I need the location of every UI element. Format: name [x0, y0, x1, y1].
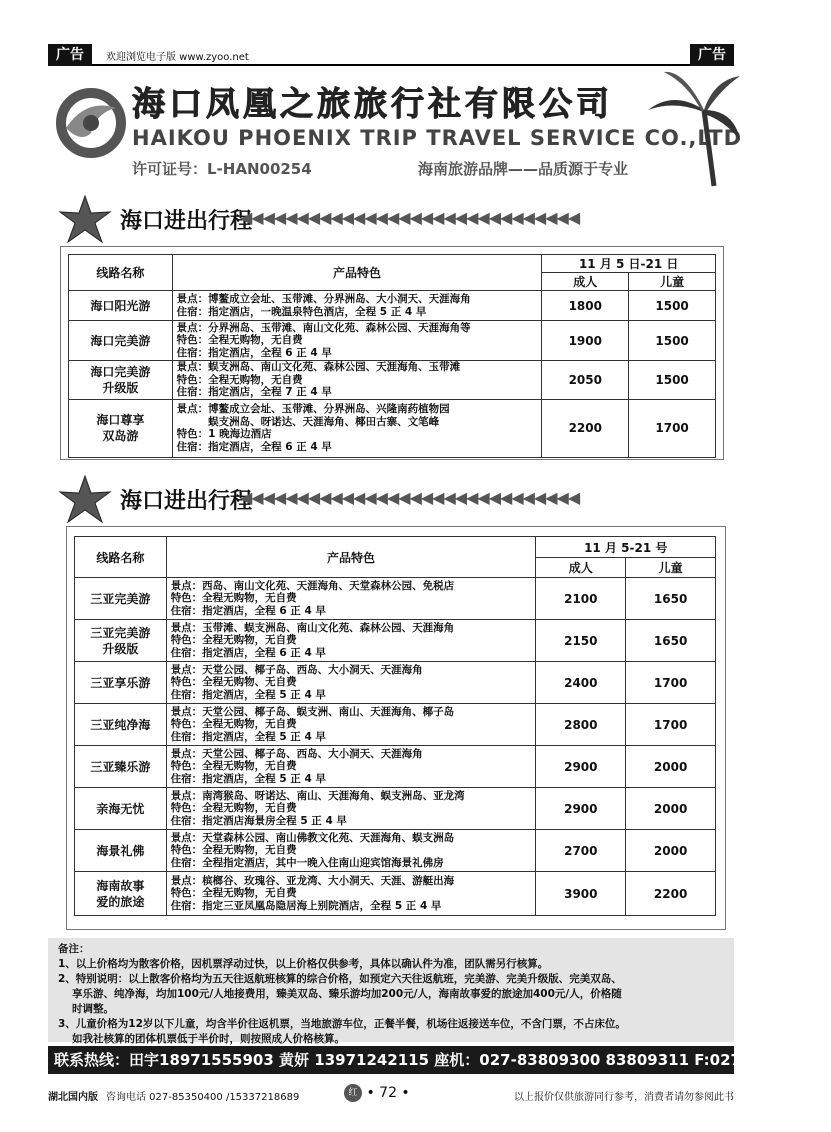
feature-line: 住宿：指定酒店，全程 6 正 4 早	[170, 646, 326, 659]
note-line: 时调整。	[72, 1003, 114, 1015]
child-price: 1500	[629, 361, 716, 400]
feature-line: 景点：天堂公园、椰子岛、蜈支洲、南山、天涯海角、椰子岛	[170, 705, 455, 718]
feature-line: 住宿：指定三亚凤凰岛隐居海上别院酒店，全程 5 正 4 早	[170, 899, 442, 912]
route-name	[75, 662, 167, 704]
section1-table	[68, 254, 716, 458]
route-name-line: 亲海无忧	[96, 801, 145, 816]
route-name-line: 三亚享乐游	[90, 675, 151, 690]
product-features	[166, 620, 536, 662]
table-row	[75, 578, 716, 620]
welcome-text: 欢迎浏览电子版 www.zyoo.net	[106, 52, 249, 63]
note-line: 3、儿童价格为12岁以下儿童，均含半价往返机票，当地旅游车位，正餐半餐，机场往返接送车位，不含门票，不占床位。	[58, 1018, 626, 1030]
col-child-header: 儿童	[629, 273, 716, 291]
route-name	[75, 872, 167, 916]
product-features	[172, 361, 542, 400]
ad-tag-right: 广告	[690, 44, 734, 66]
product-features	[172, 291, 542, 321]
section2-title: 海口进出行程	[120, 489, 253, 514]
table-row	[75, 662, 716, 704]
feature-line: 住宿：指定酒店海景房全程 5 正 4 早	[170, 814, 347, 827]
child-price: 1650	[626, 620, 716, 662]
note-line: 享乐游、纯净海，均加100元/人地接费用，臻美双岛、臻乐游均加200元/人，海南故事爱的旅途加400元/人，价格随	[72, 988, 622, 1000]
feature-line: 住宿：全程指定酒店，其中一晚入住南山迎宾馆海景礼佛房	[170, 856, 444, 869]
route-name	[75, 746, 167, 788]
route-name	[75, 788, 167, 830]
route-name-line: 双岛游	[102, 429, 139, 443]
route-name	[69, 291, 173, 321]
section2-heading	[56, 474, 730, 524]
feature-line: 蜈支洲岛、呀诺达、天涯海角、椰田古寨、文笔峰	[176, 415, 440, 428]
footer-left	[48, 1088, 299, 1103]
notes-box	[48, 938, 734, 1045]
feature-line: 特色：全程无购物、无自费	[170, 676, 297, 689]
section1-title: 海口进出行程	[120, 209, 253, 234]
note-line: 如我社核算的团体机票低于半价时，则按照成人价格核算。	[72, 1033, 345, 1045]
feature-line: 景点：西岛、南山文化苑、天涯海角、天堂森林公园、免税店	[170, 579, 455, 592]
child-price: 1700	[626, 704, 716, 746]
feature-line: 景点：蜈支洲岛、南山文化苑、森林公园、天涯海角、玉带滩	[176, 361, 461, 373]
route-name-line: 海口尊享	[96, 413, 145, 427]
product-features	[166, 746, 536, 788]
feature-line: 景点：天堂公园、椰子岛、西岛、大小洞天、天涯海角	[170, 663, 423, 676]
feature-line: 景点：博鳌成立会址、玉带滩、分界洲岛、兴隆南药植物园	[176, 403, 450, 415]
feature-line: 住宿：指定酒店，全程 7 正 4 早	[176, 386, 332, 398]
route-name-line: 海口完美游	[90, 364, 151, 379]
route-name	[75, 620, 167, 662]
adult-price: 2800	[536, 704, 626, 746]
route-name	[75, 830, 167, 872]
license-number: 许可证号：L-HAN00254	[132, 160, 312, 178]
feature-line: 住宿：指定酒店，全程 5 正 4 早	[170, 730, 326, 743]
product-features	[166, 788, 536, 830]
col-date-header: 11 月 5 日-21 日	[542, 255, 716, 273]
company-header	[48, 66, 743, 186]
table-row	[75, 788, 716, 830]
feature-line: 景点：分界洲岛、玉带滩、南山文化苑、森林公园、天涯海角等	[176, 321, 471, 334]
top-bar	[48, 44, 734, 66]
feature-line: 特色：全程无购物，无自费	[170, 844, 297, 857]
feature-line: 特色：全程无购物，无自费	[170, 887, 297, 900]
table-row	[69, 321, 716, 361]
child-price: 2000	[626, 788, 716, 830]
edition-label: 湖北国内版	[48, 1092, 98, 1103]
page-footer	[48, 1082, 734, 1106]
adult-price: 1900	[542, 321, 629, 361]
feature-line: 特色：全程无购物，无自费	[176, 373, 303, 386]
adult-price: 2100	[536, 578, 626, 620]
product-features	[166, 662, 536, 704]
feature-line: 特色：全程无购物，无自费	[170, 760, 297, 773]
child-price: 1650	[626, 578, 716, 620]
table-row	[69, 399, 716, 457]
ad-tag-left: 广告	[48, 44, 92, 66]
company-name-cn: 海口凤凰之旅旅行社有限公司	[132, 84, 613, 123]
footer-disclaimer: 以上报价仅供旅游同行参考，消费者请勿参阅此书	[514, 1092, 734, 1103]
route-name-line: 海口阳光游	[90, 298, 151, 313]
feature-line: 特色：全程无购物，无自费	[170, 718, 297, 731]
feature-line: 景点：南湾猴岛、呀诺达、南山、天涯海角、蜈支洲岛、亚龙湾	[170, 789, 465, 802]
route-name-line: 升级版	[102, 641, 139, 656]
red-badge-icon: 红	[344, 1084, 362, 1102]
starfish-icon	[58, 474, 112, 524]
note-line: 1、以上价格均为散客价格，因机票浮动过快，以上价格仅供参考，具体以确认件为准，团队需另行核算。	[58, 958, 549, 970]
product-features	[166, 578, 536, 620]
table-row	[75, 746, 716, 788]
phoenix-logo-icon	[56, 88, 126, 158]
company-name-en: HAIKOU PHOENIX TRIP TRAVEL SERVICE CO.,LTD	[132, 126, 743, 150]
col-child-header: 儿童	[626, 558, 716, 578]
feature-line: 景点：玉带滩、蜈支洲岛、南山文化苑、森林公园、天涯海角	[170, 621, 455, 634]
feature-line: 景点：博鳌成立会址、玉带滩、分界洲岛、大小洞天、天涯海角	[176, 293, 471, 305]
route-name	[69, 321, 173, 361]
feature-line: 住宿：指定酒店，全程 5 正 4 早	[170, 688, 326, 701]
adult-price: 2050	[542, 361, 629, 400]
feature-line: 特色：全程无购物，无自费	[176, 334, 303, 347]
route-name-line: 三亚完美游	[90, 625, 151, 640]
feature-line: 景点：槟榔谷、玫瑰谷、亚龙湾、大小洞天、天涯、游艇出海	[170, 874, 455, 887]
product-features	[166, 830, 536, 872]
consult-phone: 咨询电话 027-85350400 /15337218689	[106, 1092, 300, 1103]
notes-title: 备注：	[58, 943, 90, 955]
section1-heading	[56, 194, 730, 244]
adult-price: 2150	[536, 620, 626, 662]
adult-price: 2200	[542, 399, 629, 457]
child-price: 2200	[626, 872, 716, 916]
col-route-header: 线路名称	[75, 537, 167, 578]
feature-line: 景点：天堂公园、椰子岛、西岛、大小洞天、天涯海角	[170, 747, 423, 760]
product-features	[172, 321, 542, 361]
feature-line: 住宿：指定酒店，一晚温泉特色酒店，全程 5 正 4 早	[176, 305, 427, 318]
feature-line: 景点：天堂森林公园、南山佛教文化苑、天涯海角、蜈支洲岛	[170, 831, 455, 844]
product-features	[172, 399, 542, 457]
page-number: • 72 •	[366, 1085, 410, 1101]
adult-price: 2700	[536, 830, 626, 872]
route-name	[75, 578, 167, 620]
feature-line: 特色：全程无购物，无自费	[170, 634, 297, 647]
page-number-group	[344, 1084, 410, 1102]
route-name-line: 三亚完美游	[90, 591, 151, 606]
table-row	[69, 361, 716, 400]
table-row	[75, 830, 716, 872]
table-row	[75, 620, 716, 662]
route-name	[69, 399, 173, 457]
route-name-line: 升级版	[102, 380, 139, 395]
child-price: 1700	[629, 399, 716, 457]
hotline-bar: 联系热线：田宇18971555903 黄妍 13971242115 座机：027-83809300 83809311 F:027-83809399	[48, 1046, 734, 1074]
child-price: 1700	[626, 662, 716, 704]
col-feature-header: 产品特色	[172, 255, 542, 291]
slogan: 海南旅游品牌——品质源于专业	[418, 160, 629, 178]
starfish-icon	[58, 194, 112, 244]
route-name-line: 海景礼佛	[96, 843, 145, 858]
adult-price: 1800	[542, 291, 629, 321]
feature-line: 住宿：指定酒店，全程 5 正 4 早	[170, 772, 326, 785]
route-name	[75, 704, 167, 746]
section2-table	[74, 536, 716, 916]
adult-price: 2900	[536, 788, 626, 830]
route-name-line: 海口完美游	[90, 333, 151, 348]
section2-rows	[75, 578, 716, 916]
child-price: 2000	[626, 830, 716, 872]
note-line: 2、特别说明：以上散客价格均为五天往返航班核算的综合价格，如预定六天往返航班，完美游、完美升级版、完美双岛、	[58, 973, 622, 985]
col-route-header: 线路名称	[69, 255, 173, 291]
product-features	[166, 704, 536, 746]
route-name-line: 三亚纯净海	[90, 717, 151, 732]
col-feature-header: 产品特色	[166, 537, 536, 578]
route-name-line: 海南故事	[96, 878, 145, 893]
feature-line: 特色：1 晚海边酒店	[176, 428, 272, 440]
route-name	[69, 361, 173, 400]
child-price: 2000	[626, 746, 716, 788]
col-date-header: 11 月 5-21 号	[536, 537, 716, 558]
route-name-line: 三亚臻乐游	[90, 759, 151, 774]
feature-line: 住宿：指定酒店，全程 6 正 4 早	[176, 346, 332, 359]
section2-arrows: ◀◀◀◀◀◀◀◀◀◀◀◀◀◀◀◀◀◀◀◀◀◀◀◀◀◀◀◀◀◀	[240, 488, 580, 507]
col-adult-header: 成人	[542, 273, 629, 291]
child-price: 1500	[629, 321, 716, 361]
adult-price: 2900	[536, 746, 626, 788]
feature-line: 住宿：指定酒店，全程 6 正 4 早	[170, 604, 326, 617]
feature-line: 特色：全程无购物，无自费	[170, 802, 297, 815]
palm-tree-icon	[644, 70, 740, 186]
adult-price: 3900	[536, 872, 626, 916]
child-price: 1500	[629, 291, 716, 321]
feature-line: 住宿：指定酒店，全程 6 正 4 早	[176, 440, 332, 453]
adult-price: 2400	[536, 662, 626, 704]
col-adult-header: 成人	[536, 558, 626, 578]
product-features	[166, 872, 536, 916]
section1-rows	[69, 291, 716, 458]
feature-line: 特色：全程无购物，无自费	[170, 592, 297, 605]
section1-arrows: ◀◀◀◀◀◀◀◀◀◀◀◀◀◀◀◀◀◀◀◀◀◀◀◀◀◀◀◀◀◀	[240, 208, 580, 227]
route-name-line: 爱的旅途	[96, 894, 145, 909]
table-row	[75, 872, 716, 916]
table-row	[75, 704, 716, 746]
table-row	[69, 291, 716, 321]
